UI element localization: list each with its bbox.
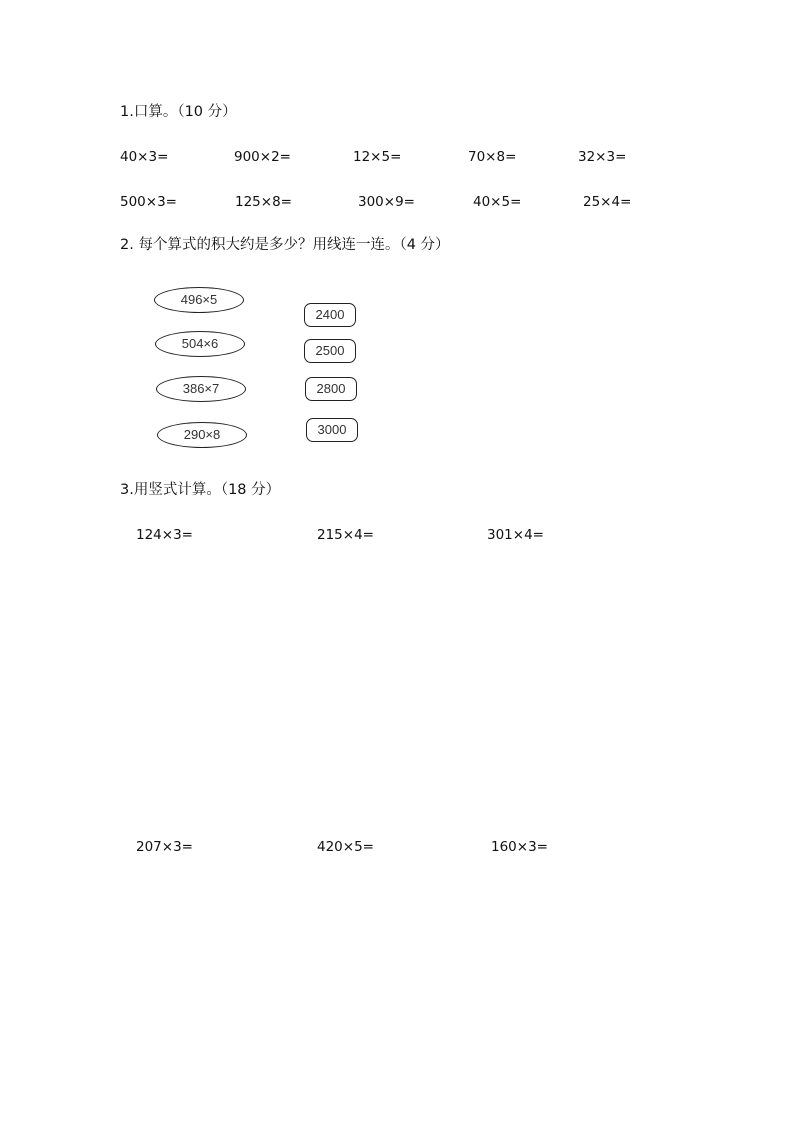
q3-problem: 215×4=	[317, 527, 374, 543]
q2-title: 2. 每个算式的积大约是多少？用线连一连。（4 分）	[120, 237, 450, 253]
q1-title: 1.口算。（10 分）	[120, 104, 237, 120]
expression-oval[interactable]: 504×6	[155, 331, 245, 357]
q3-problem: 160×3=	[491, 839, 548, 855]
q1-problem: 12×5=	[353, 149, 402, 165]
q1-problem: 25×4=	[583, 194, 632, 210]
estimate-box[interactable]: 2800	[305, 377, 357, 401]
q1-problem: 125×8=	[235, 194, 292, 210]
q1-problem: 40×5=	[473, 194, 522, 210]
q1-problem: 40×3=	[120, 149, 169, 165]
q1-problem: 500×3=	[120, 194, 177, 210]
q1-problem: 32×3=	[578, 149, 627, 165]
q3-title: 3.用竖式计算。（18 分）	[120, 482, 281, 498]
q1-problem: 300×9=	[358, 194, 415, 210]
q1-problem: 70×8=	[468, 149, 517, 165]
q1-problem: 900×2=	[234, 149, 291, 165]
q3-problem: 207×3=	[136, 839, 193, 855]
expression-oval[interactable]: 386×7	[156, 376, 246, 402]
expression-oval[interactable]: 496×5	[154, 287, 244, 313]
estimate-box[interactable]: 2400	[304, 303, 356, 327]
q3-problem: 124×3=	[136, 527, 193, 543]
q3-problem: 420×5=	[317, 839, 374, 855]
expression-oval[interactable]: 290×8	[157, 422, 247, 448]
estimate-box[interactable]: 2500	[304, 339, 356, 363]
q3-problem: 301×4=	[487, 527, 544, 543]
estimate-box[interactable]: 3000	[306, 418, 358, 442]
